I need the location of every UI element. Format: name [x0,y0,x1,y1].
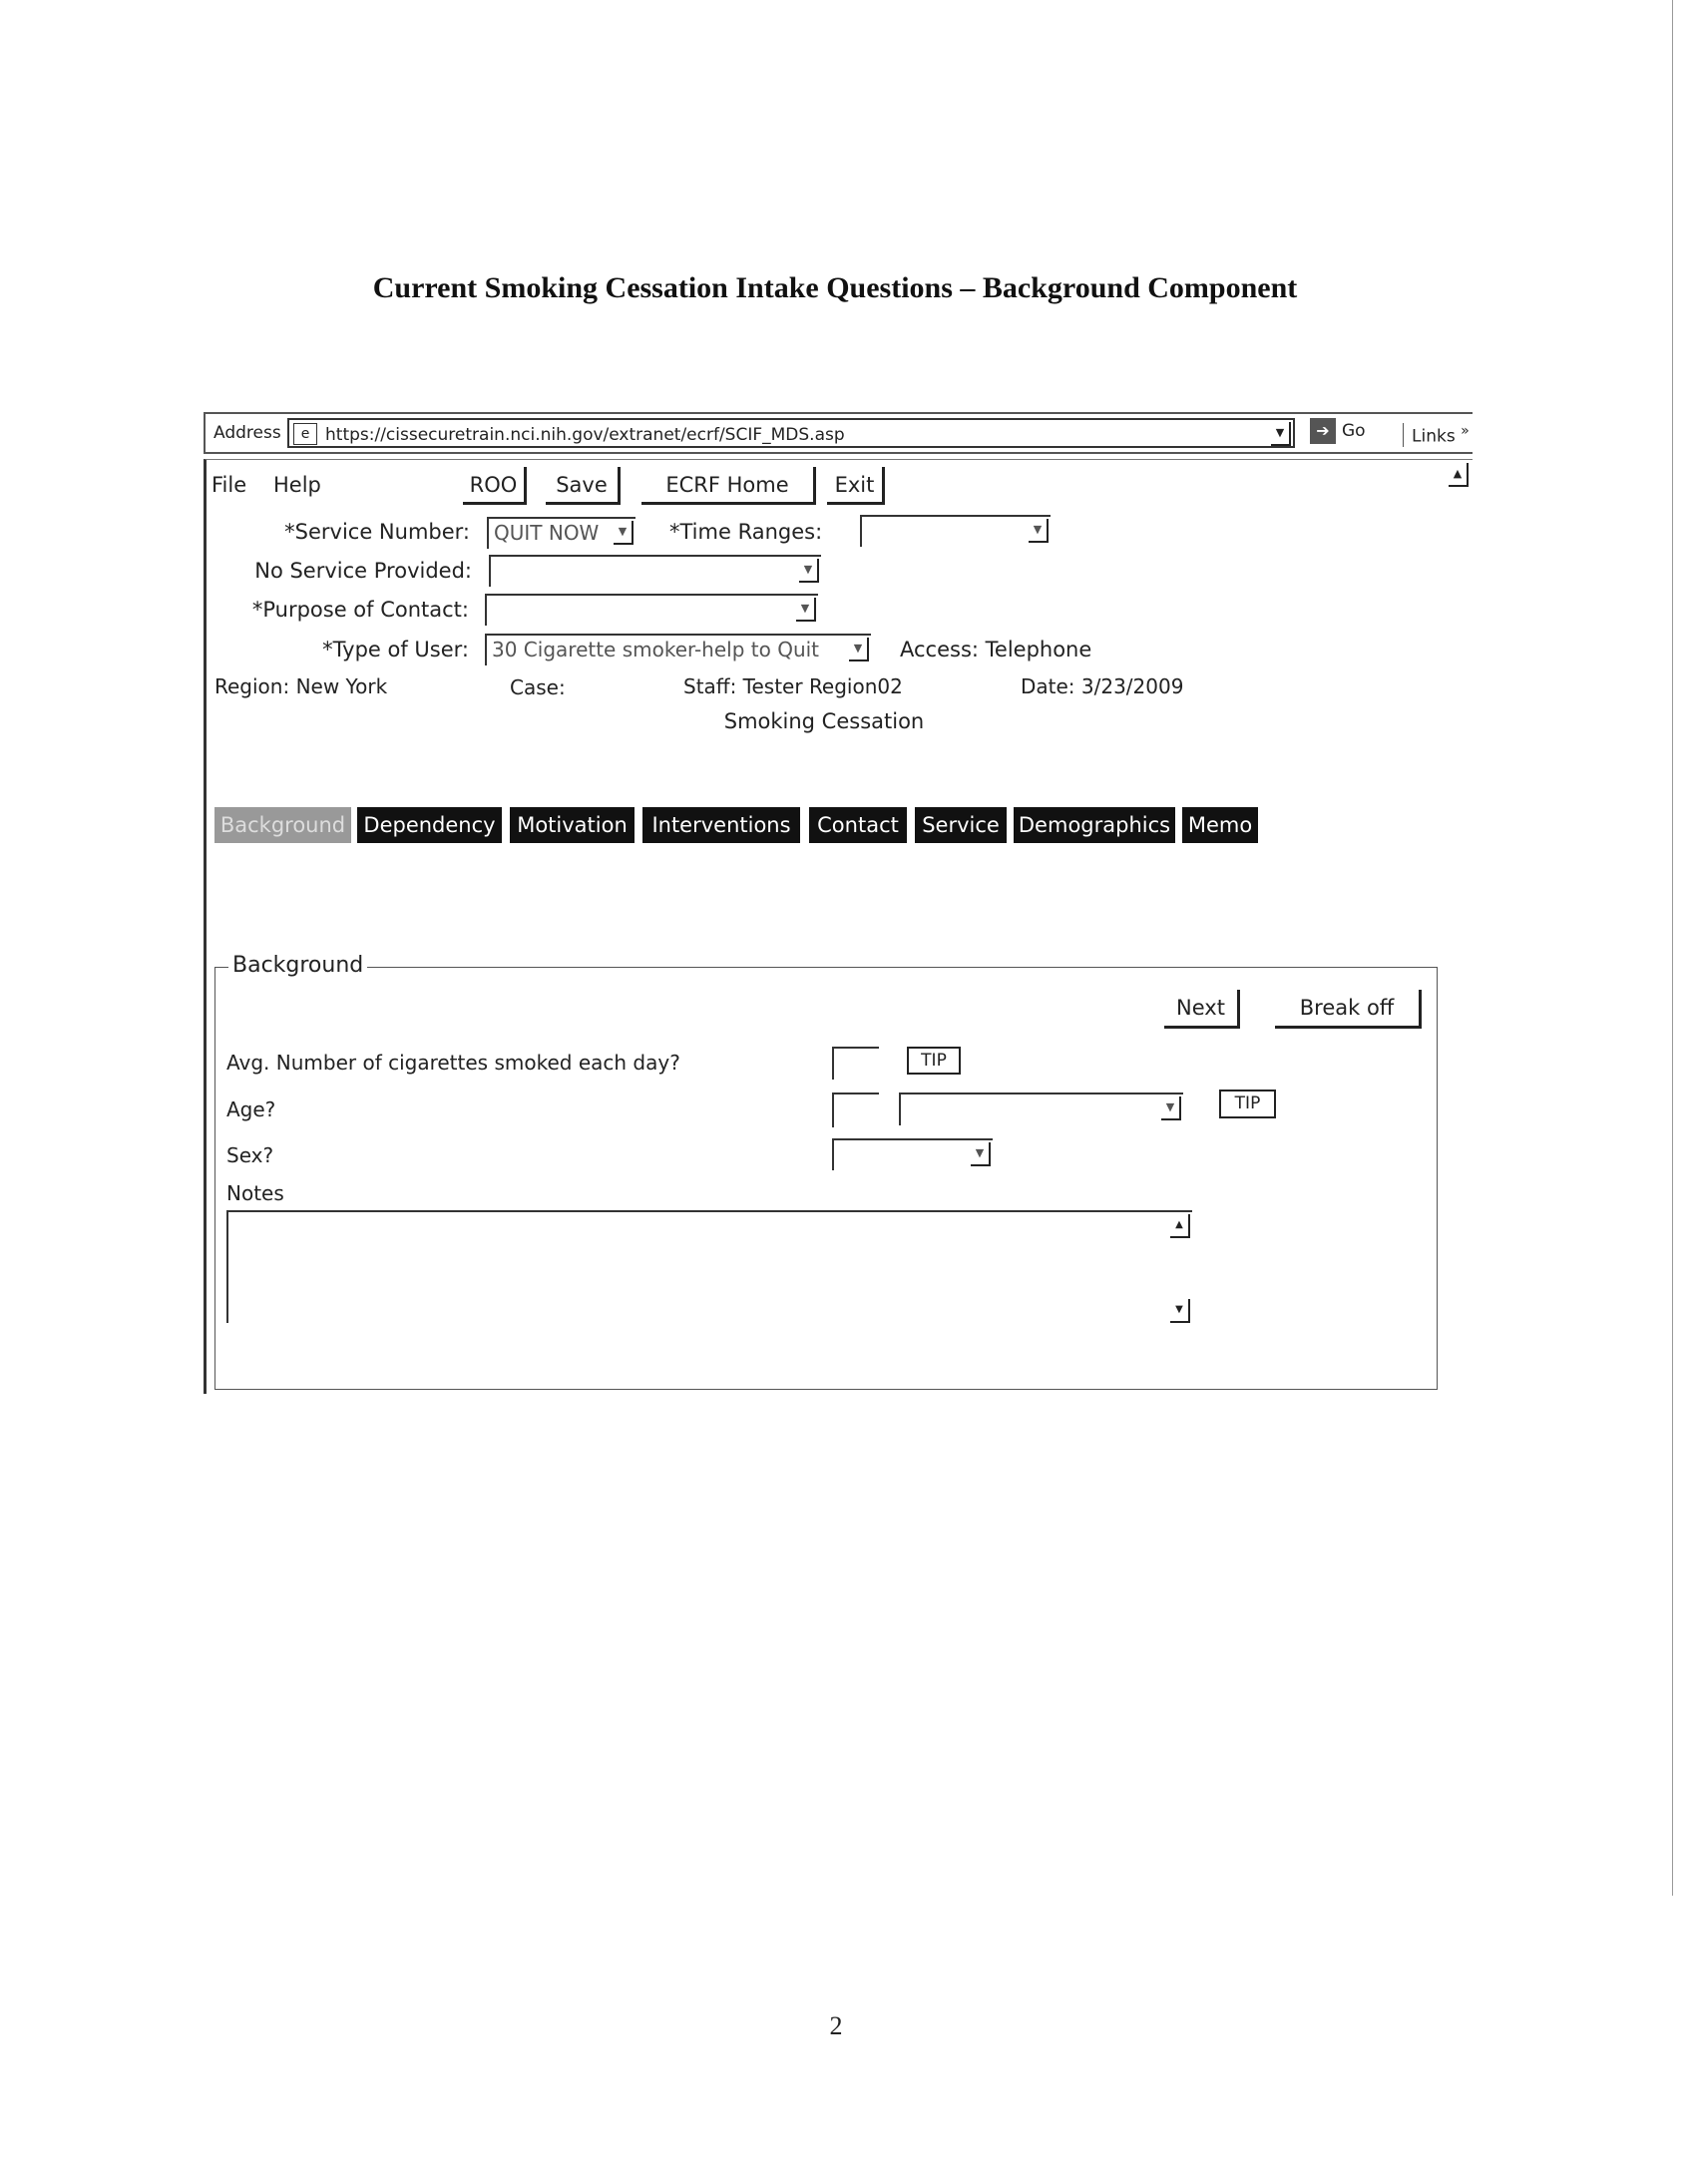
ecrf-home-button[interactable]: ECRF Home [641,467,816,505]
roo-button[interactable]: ROO [463,467,527,505]
chevron-down-icon: ▼ [799,559,819,583]
background-legend: Background [228,953,367,978]
time-ranges-label: *Time Ranges: [669,520,823,544]
purpose-select[interactable] [485,594,818,626]
menu-file[interactable]: File [212,473,247,497]
page-edge-line [1672,0,1673,1896]
no-service-label: No Service Provided: [254,559,472,583]
tab-dependency[interactable]: Dependency [357,807,502,843]
program-title: Smoking Cessation [723,709,925,733]
purpose-label: *Purpose of Contact: [251,598,469,622]
cigarettes-question: Avg. Number of cigarettes smoked each day? [226,1051,680,1075]
tab-contact[interactable]: Contact [809,807,907,843]
chevron-down-icon: ▼ [971,1142,991,1166]
tab-memo[interactable]: Memo [1182,807,1258,843]
background-fieldset [214,967,1438,1390]
save-button[interactable]: Save [546,467,621,505]
links-button[interactable] [1403,423,1470,447]
type-of-user-select[interactable] [485,634,871,665]
chevron-down-icon: ▼ [1161,1096,1181,1120]
chevron-right-icon: » [1461,423,1470,439]
chevron-down-icon: ▼ [796,598,816,622]
type-of-user-label: *Type of User: [322,638,469,661]
case-text: Case: [510,675,566,699]
exit-button[interactable]: Exit [827,467,885,505]
scroll-up-icon[interactable]: ▲ [1449,463,1469,487]
links-label: Links [1412,426,1456,447]
chevron-down-icon[interactable]: ▼ [1271,422,1291,446]
access-text: Access: Telephone [900,638,1092,661]
region-text: Region: New York [214,674,388,698]
address-label: Address [213,423,281,443]
no-service-select[interactable] [489,555,821,587]
notes-textarea[interactable] [226,1210,1192,1323]
address-bar [204,412,1473,454]
sex-question: Sex? [226,1143,274,1167]
document-title: Current Smoking Cessation Intake Questions – Background Component [372,271,1298,304]
service-number-label: *Service Number: [284,520,470,544]
chevron-down-icon: ▼ [849,638,869,661]
page-number: 2 [829,2011,843,2040]
notes-label: Notes [226,1181,284,1205]
go-arrow-icon: ➔ [1310,418,1336,444]
staff-text: Staff: Tester Region02 [683,674,903,698]
scroll-down-icon[interactable]: ▼ [1170,1299,1190,1323]
cigarettes-input[interactable] [832,1047,879,1080]
tab-service[interactable]: Service [915,807,1007,843]
go-label: Go [1342,421,1366,441]
age-question: Age? [226,1097,276,1121]
url-text: https://cissecuretrain.nci.nih.gov/extranet/ecrf/SCIF_MDS.asp [325,425,845,445]
type-of-user-value: 30 Cigarette smoker-help to Quit [492,638,820,661]
tab-background[interactable]: Background [214,807,351,843]
scroll-up-icon[interactable]: ▲ [1170,1214,1190,1238]
next-button[interactable]: Next [1164,990,1240,1029]
age-tip-button[interactable]: TIP [1219,1090,1276,1118]
address-input[interactable] [287,418,1295,448]
cigarettes-tip-button[interactable]: TIP [907,1047,961,1075]
age-input[interactable] [832,1092,879,1127]
date-text: Date: 3/23/2009 [1021,674,1184,698]
tab-demographics[interactable]: Demographics [1014,807,1175,843]
service-number-select[interactable] [487,517,635,549]
chevron-down-icon: ▼ [614,521,634,545]
service-number-value: QUIT NOW [494,521,600,545]
menu-help[interactable]: Help [273,473,321,497]
go-button[interactable] [1310,418,1366,444]
time-ranges-select[interactable] [860,515,1051,547]
break-off-button[interactable]: Break off [1275,990,1422,1029]
sex-select[interactable] [832,1138,993,1170]
tab-interventions[interactable]: Interventions [642,807,800,843]
tab-motivation[interactable]: Motivation [510,807,634,843]
age-unit-select[interactable] [899,1092,1183,1125]
ie-page-icon: e [293,423,317,445]
chevron-down-icon: ▼ [1029,519,1049,543]
